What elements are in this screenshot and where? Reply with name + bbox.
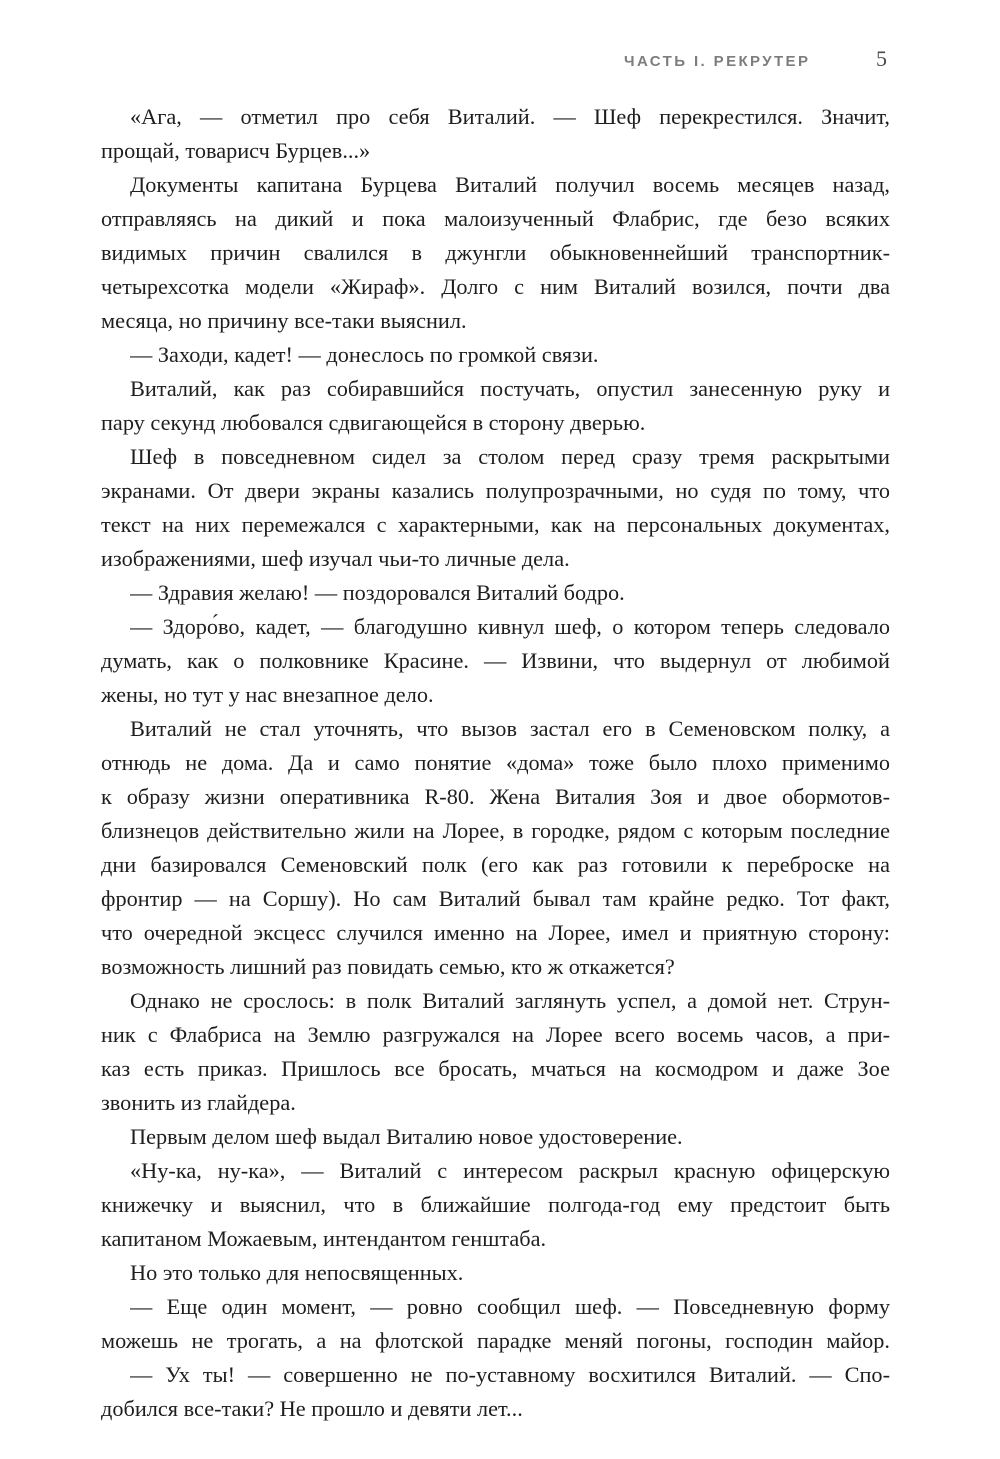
text-line: изображениями, шеф изучал чьи-то личные дела.: [101, 546, 570, 571]
text-line: фронтир — на Соршу). Но сам Виталий бывал там крайне редко. Тот факт,: [101, 886, 890, 911]
text-line: ник с Флабриса на Землю разгружался на Лорее всего восемь часов, а при-: [101, 1022, 890, 1047]
text-line: Но это только для непосвященных.: [130, 1260, 464, 1285]
text-line: — Здоро́во, кадет, — благодушно кивнул шеф, о котором теперь следовало: [130, 614, 890, 639]
text-line: что очередной эксцесс случился именно на Лорее, имел и приятную сторону:: [101, 920, 890, 945]
text-line: каз есть приказ. Пришлось все бросать, мчаться на космодром и даже Зое: [101, 1056, 890, 1081]
body-text: [101, 100, 890, 1426]
text-line: — Заходи, кадет! — донеслось по громкой связи.: [130, 342, 599, 367]
text-line: экранами. От двери экраны казались полупрозрачными, но судя по тому, что: [101, 478, 890, 503]
text-line: — Здравия желаю! — поздоровался Виталий бодро.: [130, 580, 625, 605]
text-line: капитаном Можаевым, интендантом генштаба.: [101, 1226, 547, 1251]
text-line: звонить из глайдера.: [101, 1090, 296, 1115]
page-number: 5: [876, 46, 887, 71]
text-line: — Еще один момент, — ровно сообщил шеф. — Повседневную форму: [130, 1294, 890, 1319]
running-title: ЧАСТЬ I. РЕКРУТЕР: [624, 52, 811, 70]
running-header: [624, 46, 896, 76]
text-line: Первым делом шеф выдал Виталию новое удостоверение.: [130, 1124, 683, 1149]
text-line: думать, как о полковнике Красине. — Извини, что выдернул от любимой: [101, 648, 890, 673]
text-line: дни базировался Семеновский полк (его как раз готовили к переброске на: [101, 852, 890, 877]
text-line: четырехсотка модели «Жираф». Долго с ним Виталий возился, почти два: [101, 274, 890, 299]
text-line: прощай, товарисч Бурцев...»: [101, 138, 371, 163]
text-line: возможность лишний раз повидать семью, кто ж откажется?: [101, 954, 675, 979]
text-line: жены, но тут у нас внезапное дело.: [101, 682, 434, 707]
text-line: месяца, но причину все-таки выяснил.: [101, 308, 467, 333]
text-line: отправляясь на дикий и пока малоизученный Флабрис, где безо всяких: [101, 206, 890, 231]
text-line: Однако не срослось: в полк Виталий заглянуть успел, а домой нет. Струн-: [130, 988, 890, 1013]
text-line: Виталий не стал уточнять, что вызов застал его в Семеновском полку, а: [130, 716, 890, 741]
text-line: можешь не трогать, а на флотской парадке меняй погоны, господин майор.: [101, 1328, 890, 1353]
text-line: «Ну-ка, ну-ка», — Виталий с интересом раскрыл красную офицерскую: [130, 1158, 890, 1183]
text-line: Документы капитана Бурцева Виталий получил восемь месяцев назад,: [130, 172, 890, 197]
text-line: «Ага, — отметил про себя Виталий. — Шеф перекрестился. Значит,: [130, 104, 890, 129]
text-line: отнюдь не дома. Да и само понятие «дома» тоже было плохо применимо: [101, 750, 890, 775]
text-line: к образу жизни оперативника R-80. Жена Виталия Зоя и двое обормотов-: [101, 784, 890, 809]
text-line: пару секунд любовался сдвигающейся в сторону дверью.: [101, 410, 646, 435]
text-line: текст на них перемежался с характерными, как на персональных документах,: [101, 512, 890, 537]
text-line: видимых причин свалился в джунгли обыкновеннейший транспортник-: [101, 240, 890, 265]
text-line: Шеф в повседневном сидел за столом перед сразу тремя раскрытыми: [130, 444, 890, 469]
text-line: добился все-таки? Не прошло и девяти лет...: [101, 1396, 523, 1421]
text-line: книжечку и выяснил, что в ближайшие полгода-год ему предстоит быть: [101, 1192, 890, 1217]
text-line: близнецов действительно жили на Лорее, в городке, рядом с которым последние: [101, 818, 890, 843]
text-line: — Ух ты! — совершенно не по-уставному восхитился Виталий. — Спо-: [130, 1362, 890, 1387]
text-line: Виталий, как раз собиравшийся постучать, опустил занесенную руку и: [130, 376, 890, 401]
